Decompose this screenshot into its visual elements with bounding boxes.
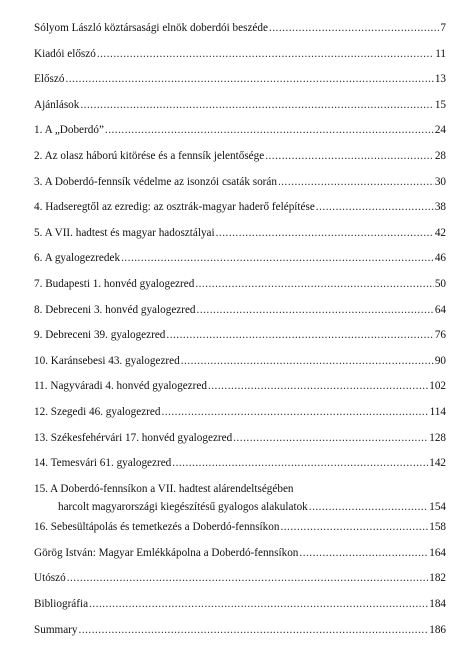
toc-entry-title: Sólyom László köztársasági elnök doberdói beszéde <box>34 22 268 34</box>
toc-entry <box>34 150 446 176</box>
dot-leader <box>80 99 433 112</box>
toc-entry-continuation <box>34 501 446 514</box>
toc-entry-title: 8. Debreceni 3. honvéd gyalogezred <box>34 303 196 316</box>
toc-entry-title: 12. Szegedi 46. gyalogezred <box>34 405 161 418</box>
toc-entry <box>34 547 446 573</box>
toc-entry <box>34 99 446 125</box>
toc-entry-page: 15 <box>434 98 446 111</box>
toc-entry <box>34 176 446 202</box>
dot-leader <box>161 406 428 419</box>
toc-entry-title: 1. A „Doberdó” <box>34 124 104 137</box>
table-of-contents <box>34 22 446 649</box>
dot-leader <box>280 521 428 534</box>
dot-leader <box>316 201 434 214</box>
toc-entry-title: Kiadói előszó <box>34 47 96 60</box>
toc-entry-title: 16. Sebesültápolás és temetkezés a Doberdó-fennsíkon <box>34 521 280 534</box>
dot-leader <box>309 501 428 514</box>
toc-entry-page: 7 <box>440 22 446 34</box>
toc-entry-page: 11 <box>435 47 446 60</box>
toc-entry-page: 50 <box>434 277 446 290</box>
toc-entry-title-line1: 15. A Doberdó-fennsíkon a VII. hadtest alárendeltségében <box>34 482 294 495</box>
toc-entry-title: 6. A gyalogezredek <box>34 252 121 265</box>
dot-leader <box>89 598 428 611</box>
toc-entry-page: 24 <box>434 124 446 137</box>
toc-entry <box>34 252 446 278</box>
dot-leader <box>197 304 434 317</box>
toc-entry-title: Görög István: Magyar Emlékkápolna a Doberdó-fennsíkon <box>34 546 299 559</box>
toc-entry-title: 4. Hadseregtől az ezredig: az osztrák-magyar haderő felépítése <box>34 201 315 214</box>
toc-entry-title: 9. Debreceni 39. gyalogezred <box>34 329 166 342</box>
toc-entry-page: 154 <box>429 500 446 513</box>
toc-entry-page: 184 <box>429 598 446 611</box>
dot-leader <box>67 572 429 585</box>
dot-leader <box>97 48 434 61</box>
dot-leader <box>233 432 428 445</box>
dot-leader <box>181 355 434 368</box>
toc-entry-title: 13. Székesfehérvári 17. honvéd gyalogezred <box>34 431 233 444</box>
toc-entry-title: Ajánlások <box>34 98 80 111</box>
toc-entry <box>34 73 446 99</box>
toc-entry <box>34 329 446 355</box>
toc-entry-title: 7. Budapesti 1. honvéd gyalogezred <box>34 277 195 290</box>
toc-entry <box>34 521 446 547</box>
toc-entry-page: 64 <box>434 303 446 316</box>
toc-entry-page: 42 <box>434 226 446 239</box>
dot-leader <box>105 124 434 137</box>
toc-entry <box>34 278 446 304</box>
toc-entry <box>34 380 446 406</box>
dot-leader <box>65 73 433 86</box>
toc-entry-page: 46 <box>434 252 446 265</box>
toc-entry-title: 10. Karánsebesi 43. gyalogezred <box>34 354 180 367</box>
dot-leader <box>278 176 434 189</box>
toc-entry <box>34 457 446 483</box>
toc-entry <box>34 48 446 74</box>
toc-entry <box>34 598 446 624</box>
toc-entry-title-line2: harcolt magyarországi kiegészítésű gyalogos alakulatok <box>58 500 308 513</box>
toc-entry-title: Előszó <box>34 73 65 86</box>
toc-entry-page: 158 <box>429 521 446 534</box>
toc-entry-page: 128 <box>429 431 446 444</box>
dot-leader <box>299 547 428 560</box>
dot-leader <box>121 252 434 265</box>
toc-entry-page: 142 <box>429 457 446 470</box>
toc-entry <box>34 355 446 381</box>
toc-entry <box>34 227 446 253</box>
toc-entry-title: Utószó <box>34 572 66 585</box>
dot-leader <box>216 227 434 240</box>
toc-entry-page: 38 <box>434 201 446 214</box>
dot-leader <box>172 457 428 470</box>
dot-leader <box>269 22 439 35</box>
toc-entry-page: 186 <box>429 623 446 636</box>
toc-entry-multiline <box>34 483 446 522</box>
toc-entry <box>34 201 446 227</box>
toc-entry <box>34 124 446 150</box>
toc-entry-title: 11. Nagyváradi 4. honvéd gyalogezred <box>34 380 207 393</box>
toc-entry-page: 164 <box>429 546 446 559</box>
toc-entry <box>34 22 446 48</box>
toc-entry-page: 102 <box>429 380 446 393</box>
toc-entry-page: 76 <box>434 329 446 342</box>
toc-entry-title: Summary <box>34 623 78 636</box>
dot-leader <box>79 624 429 637</box>
toc-entry-page: 90 <box>434 354 446 367</box>
dot-leader <box>208 380 428 393</box>
toc-entry-page: 13 <box>434 73 446 86</box>
toc-entry <box>34 572 446 598</box>
toc-entry-title: 14. Temesvári 61. gyalogezred <box>34 457 172 470</box>
toc-entry-title: 2. Az olasz háború kitörése és a fennsík jelentősége <box>34 149 265 162</box>
toc-entry <box>34 304 446 330</box>
toc-entry-page: 30 <box>434 175 446 188</box>
toc-entry-page: 114 <box>429 405 446 418</box>
toc-entry-title: 5. A VII. hadtest és magyar hadosztályai <box>34 226 215 239</box>
toc-entry <box>34 624 446 649</box>
toc-entry-page: 182 <box>429 572 446 585</box>
toc-entry <box>34 406 446 432</box>
dot-leader <box>265 150 434 163</box>
toc-entry <box>34 432 446 458</box>
toc-entry-page: 28 <box>434 149 446 162</box>
dot-leader <box>195 278 434 291</box>
toc-entry-title: Bibliográfia <box>34 598 89 611</box>
dot-leader <box>166 329 433 342</box>
toc-entry-title: 3. A Doberdó-fennsík védelme az isonzói csaták során <box>34 175 277 188</box>
